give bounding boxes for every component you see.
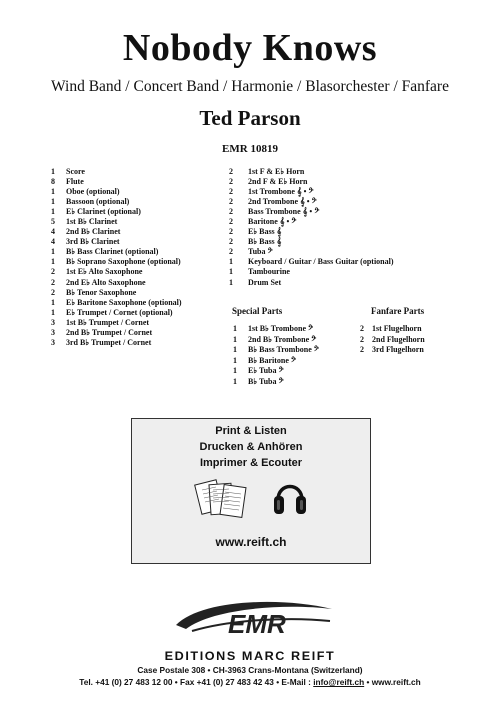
part-name: 3rd B♭ Clarinet <box>66 237 120 247</box>
contact-phone-fax: Tel. +41 (0) 27 483 12 00 • Fax +41 (0) 27 483 42 43 • E-Mail : <box>79 677 314 687</box>
part-name: 3rd Flugelhorn <box>372 345 424 355</box>
part-name: Tuba 𝄢 <box>248 247 273 257</box>
part-name: Score <box>66 167 85 176</box>
part-row <box>214 227 394 237</box>
part-row <box>214 207 394 217</box>
part-quantity: 2 <box>51 287 55 297</box>
part-name: E♭ Clarinet (optional) <box>66 207 141 217</box>
part-name: B♭ Bass Clarinet (optional) <box>66 247 159 257</box>
logo-text: EMR <box>228 609 286 639</box>
part-quantity: 1 <box>51 257 55 267</box>
part-name: Keyboard / Guitar / Bass Guitar (optional) <box>248 257 394 267</box>
part-quantity: 2 <box>229 167 233 176</box>
special-part-row <box>222 356 319 367</box>
fanfare-part-row <box>352 335 425 346</box>
fanfare-part-row <box>352 345 425 356</box>
fanfare-parts-heading: Fanfare Parts <box>371 306 425 316</box>
part-name: 1st B♭ Trumpet / Cornet <box>66 317 150 327</box>
part-quantity: 1 <box>51 297 55 307</box>
part-quantity: 2 <box>229 217 233 227</box>
part-row <box>40 257 182 267</box>
part-row <box>40 298 182 308</box>
part-row <box>214 267 394 277</box>
part-quantity: 5 <box>51 217 55 227</box>
part-quantity: 2 <box>229 177 233 187</box>
part-quantity: 8 <box>51 177 55 187</box>
part-name: E♭ Bass 𝄞 <box>248 227 282 237</box>
part-row <box>40 207 182 217</box>
part-name: Tambourine <box>248 267 290 277</box>
part-name: E♭ Trumpet / Cornet (optional) <box>66 307 173 317</box>
promo-line-drucken: Drucken & Anhören <box>199 441 303 453</box>
part-name: 1st E♭ Alto Saxophone <box>66 267 143 277</box>
publisher-brand: EDITIONS MARC REIFT <box>164 649 336 663</box>
part-name: 1st F & E♭ Horn <box>248 167 305 176</box>
special-parts-heading: Special Parts <box>232 306 283 316</box>
part-row <box>40 197 182 207</box>
part-name: E♭ Baritone Saxophone (optional) <box>66 297 182 307</box>
part-row <box>214 187 394 197</box>
promo-line-print: Print & Listen <box>215 425 287 437</box>
part-quantity: 2 <box>229 247 233 257</box>
emr-logo <box>172 595 336 645</box>
part-name: B♭ Baritone 𝄢 <box>248 355 297 365</box>
part-quantity: 2 <box>229 197 233 207</box>
part-name: Bassoon (optional) <box>66 197 130 207</box>
part-name: B♭ Tuba 𝄢 <box>248 376 284 386</box>
part-row <box>40 267 182 277</box>
part-row <box>40 247 182 257</box>
contact-email-link[interactable]: info@reift.ch <box>313 677 365 687</box>
part-row <box>40 177 182 187</box>
part-quantity: 4 <box>51 237 55 247</box>
part-quantity: 2 <box>51 277 55 287</box>
part-quantity: 2 <box>51 267 55 277</box>
part-row <box>214 247 394 257</box>
part-row <box>40 318 182 328</box>
part-row <box>40 328 182 338</box>
part-row <box>214 237 394 247</box>
promo-line-imprimer: Imprimer & Ecouter <box>199 457 303 469</box>
part-quantity: 2 <box>360 345 364 355</box>
contact-website: • www.reift.ch <box>364 677 421 687</box>
part-quantity: 1 <box>51 167 55 176</box>
part-quantity: 1 <box>233 366 237 376</box>
part-name: B♭ Bass 𝄞 <box>248 237 282 247</box>
part-quantity: 2 <box>229 207 233 217</box>
part-quantity: 1 <box>233 334 237 344</box>
part-name: Flute <box>66 177 84 187</box>
part-row <box>40 338 182 348</box>
part-name: E♭ Tuba 𝄢 <box>248 366 284 376</box>
part-quantity: 2 <box>229 227 233 237</box>
special-part-row <box>222 324 319 335</box>
part-quantity: 1 <box>229 257 233 267</box>
part-quantity: 3 <box>51 317 55 327</box>
part-quantity: 1 <box>51 247 55 257</box>
part-row <box>214 217 394 227</box>
part-row <box>214 167 394 177</box>
part-name: 1st B♭ Trombone 𝄢 <box>248 324 314 333</box>
part-name: 2nd Trombone 𝄞 • 𝄢 <box>248 197 317 207</box>
part-quantity: 3 <box>51 327 55 337</box>
publisher-address: Case Postale 308 • CH-3963 Crans-Montana (Switzerland) <box>137 665 363 675</box>
part-name: Bass Trombone 𝄞 • 𝄢 <box>248 207 320 217</box>
special-part-row <box>222 377 319 388</box>
part-name: B♭ Tenor Saxophone <box>66 287 137 297</box>
part-quantity: 1 <box>51 187 55 197</box>
ensemble-subtitle: Wind Band / Concert Band / Harmonie / Blasorchester / Fanfare <box>51 78 449 95</box>
part-name: 2nd B♭ Trombone 𝄢 <box>248 334 317 344</box>
special-part-row <box>222 345 319 356</box>
part-row <box>40 288 182 298</box>
part-name: 1st Trombone 𝄞 • 𝄢 <box>248 187 314 197</box>
special-part-row <box>222 335 319 346</box>
part-quantity: 2 <box>360 334 364 344</box>
part-name: 2nd B♭ Clarinet <box>66 227 121 237</box>
part-quantity: 1 <box>233 355 237 365</box>
part-quantity: 1 <box>229 277 233 287</box>
publisher-contact <box>0 677 500 687</box>
part-row <box>40 237 182 247</box>
fanfare-parts-list <box>352 324 425 356</box>
part-quantity: 1 <box>233 345 237 355</box>
part-name: Oboe (optional) <box>66 187 120 197</box>
part-quantity: 1 <box>229 267 233 277</box>
sheet-music-pages-icon <box>194 478 248 522</box>
part-row <box>40 278 182 288</box>
parts-list-right <box>214 167 394 288</box>
part-name: 2nd F & E♭ Horn <box>248 177 308 187</box>
part-name: 2nd E♭ Alto Saxophone <box>66 277 146 287</box>
part-quantity: 2 <box>360 324 364 333</box>
part-row <box>40 187 182 197</box>
part-quantity: 2 <box>229 187 233 197</box>
part-name: 3rd B♭ Trumpet / Cornet <box>66 337 152 347</box>
parts-list-left <box>40 167 182 348</box>
headphones-icon <box>273 474 307 520</box>
special-parts-list <box>222 324 319 388</box>
piece-title: Nobody Knows <box>122 27 378 69</box>
part-quantity: 1 <box>51 307 55 317</box>
promo-url-link[interactable]: www.reift.ch <box>215 535 287 549</box>
part-row <box>40 227 182 237</box>
part-row <box>40 308 182 318</box>
part-quantity: 1 <box>51 207 55 217</box>
part-row <box>40 167 182 177</box>
part-row <box>214 177 394 187</box>
part-name: Drum Set <box>248 277 282 287</box>
part-row <box>214 257 394 267</box>
part-quantity: 1 <box>233 324 237 333</box>
part-name: 2nd B♭ Trumpet / Cornet <box>66 327 153 337</box>
part-row <box>214 197 394 207</box>
part-name: B♭ Bass Trombone 𝄢 <box>248 345 319 355</box>
catalog-number: EMR 10819 <box>222 143 278 155</box>
part-quantity: 2 <box>229 237 233 247</box>
part-name: 2nd Flugelhorn <box>372 334 425 344</box>
fanfare-part-row <box>352 324 425 335</box>
part-quantity: 4 <box>51 227 55 237</box>
part-quantity: 1 <box>233 376 237 386</box>
print-listen-box <box>131 418 371 564</box>
part-name: 1st Flugelhorn <box>372 324 422 333</box>
part-quantity: 1 <box>51 197 55 207</box>
part-name: Baritone 𝄞 • 𝄢 <box>248 217 297 227</box>
part-name: B♭ Soprano Saxophone (optional) <box>66 257 181 267</box>
part-quantity: 3 <box>51 337 55 347</box>
part-row <box>214 278 394 288</box>
part-name: 1st B♭ Clarinet <box>66 217 118 227</box>
composer-name: Ted Parson <box>199 106 301 130</box>
part-row <box>40 217 182 227</box>
special-part-row <box>222 366 319 377</box>
